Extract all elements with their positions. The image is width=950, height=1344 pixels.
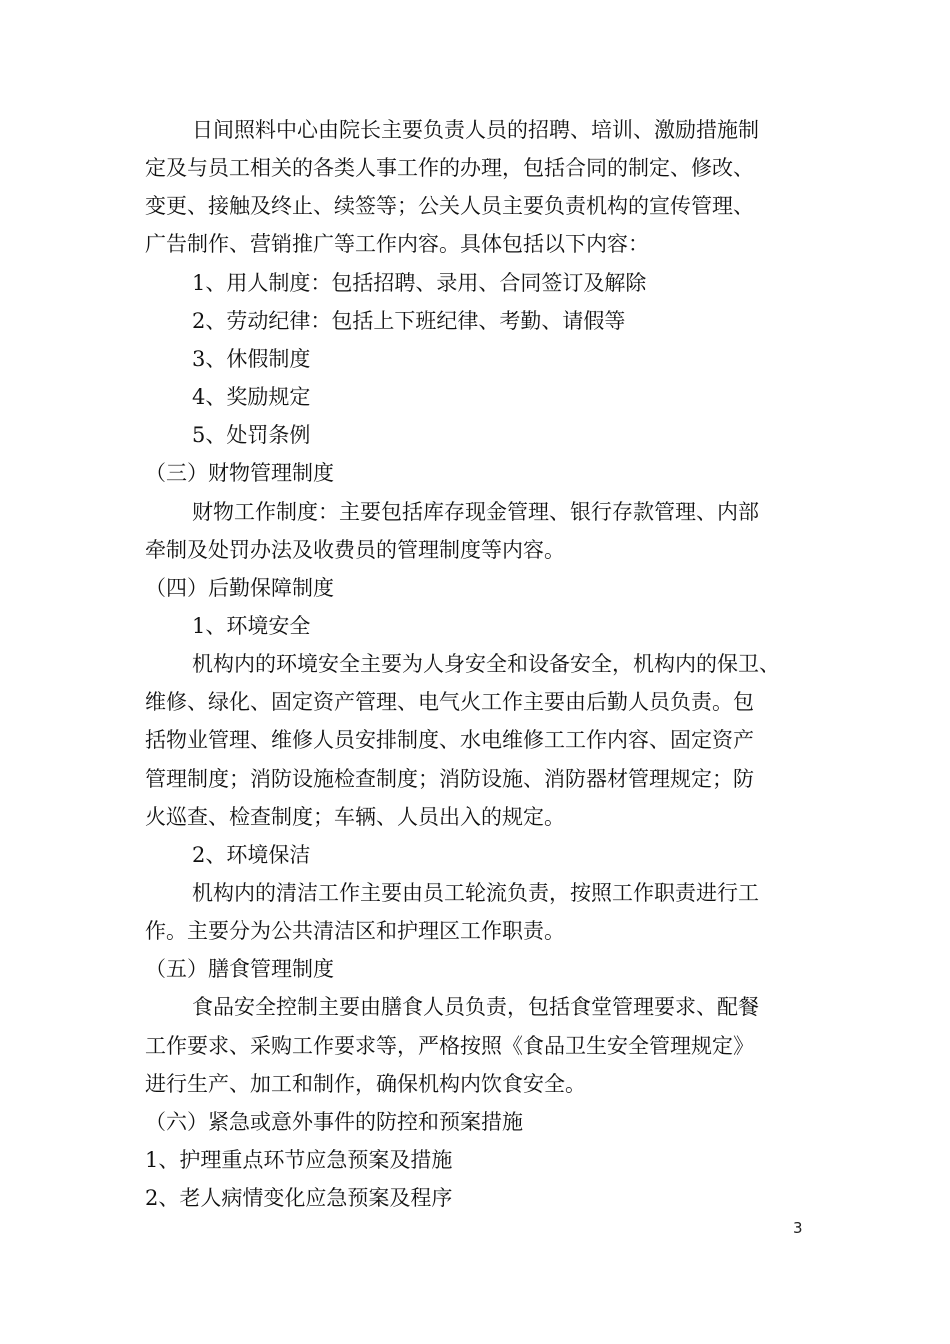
text-line: 3、休假制度 xyxy=(192,346,311,371)
text-line: 管理制度；消防设施检查制度；消防设施、消防器材管理规定；防 xyxy=(145,766,754,791)
text-line: 变更、接触及终止、续签等；公关人员主要负责机构的宣传管理、 xyxy=(145,194,754,219)
text-line: 牵制及处罚办法及收费员的管理制度等内容。 xyxy=(145,537,565,562)
text-line: 广告制作、营销推广等工作内容。具体包括以下内容： xyxy=(145,232,649,257)
text-line: 维修、绿化、固定资产管理、电气火工作主要由后勤人员负责。包 xyxy=(145,690,754,715)
text-line: 4、奖励规定 xyxy=(192,385,311,410)
text-line: 括物业管理、维修人员安排制度、水电维修工工作内容、固定资产 xyxy=(145,728,754,753)
text-line: （五）膳食管理制度 xyxy=(145,957,334,982)
text-line: 定及与员工相关的各类人事工作的办理，包括合同的制定、修改、 xyxy=(145,156,754,181)
text-line: （三）财物管理制度 xyxy=(145,461,334,486)
text-line: 1、环境安全 xyxy=(192,614,311,638)
text-line: 5、处罚条例 xyxy=(192,423,311,448)
text-line: 2、老人病情变化应急预案及程序 xyxy=(145,1186,453,1211)
text-line: 作。主要分为公共清洁区和护理区工作职责。 xyxy=(145,919,565,944)
text-line: 2、环境保洁 xyxy=(192,842,311,867)
text-line: （四）后勤保障制度 xyxy=(145,575,334,600)
text-line: 2、劳动纪律：包括上下班纪律、考勤、请假等 xyxy=(192,308,626,333)
text-line: 机构内的清洁工作主要由员工轮流负责，按照工作职责进行工 xyxy=(192,881,759,905)
text-line: 1、用人制度：包括招聘、录用、合同签订及解除 xyxy=(192,270,647,295)
text-line: 财物工作制度：主要包括库存现金管理、银行存款管理、内部 xyxy=(192,499,759,524)
text-line: 食品安全控制主要由膳食人员负责，包括食堂管理要求、配餐 xyxy=(192,995,759,1020)
text-line: 工作要求、采购工作要求等，严格按照《食品卫生安全管理规定》 xyxy=(145,1033,754,1058)
text-line: 进行生产、加工和制作，确保机构内饮食安全。 xyxy=(145,1071,586,1096)
text-line: 1、护理重点环节应急预案及措施 xyxy=(145,1148,453,1172)
text-line: 火巡查、检查制度；车辆、人员出入的规定。 xyxy=(145,804,565,829)
page-number: 3 xyxy=(793,1219,803,1237)
text-line: 日间照料中心由院长主要负责人员的招聘、培训、激励措施制 xyxy=(192,118,759,142)
text-line: （六）紧急或意外事件的防控和预案措施 xyxy=(145,1109,523,1134)
text-line: 机构内的环境安全主要为人身安全和设备安全，机构内的保卫、 xyxy=(192,652,780,677)
